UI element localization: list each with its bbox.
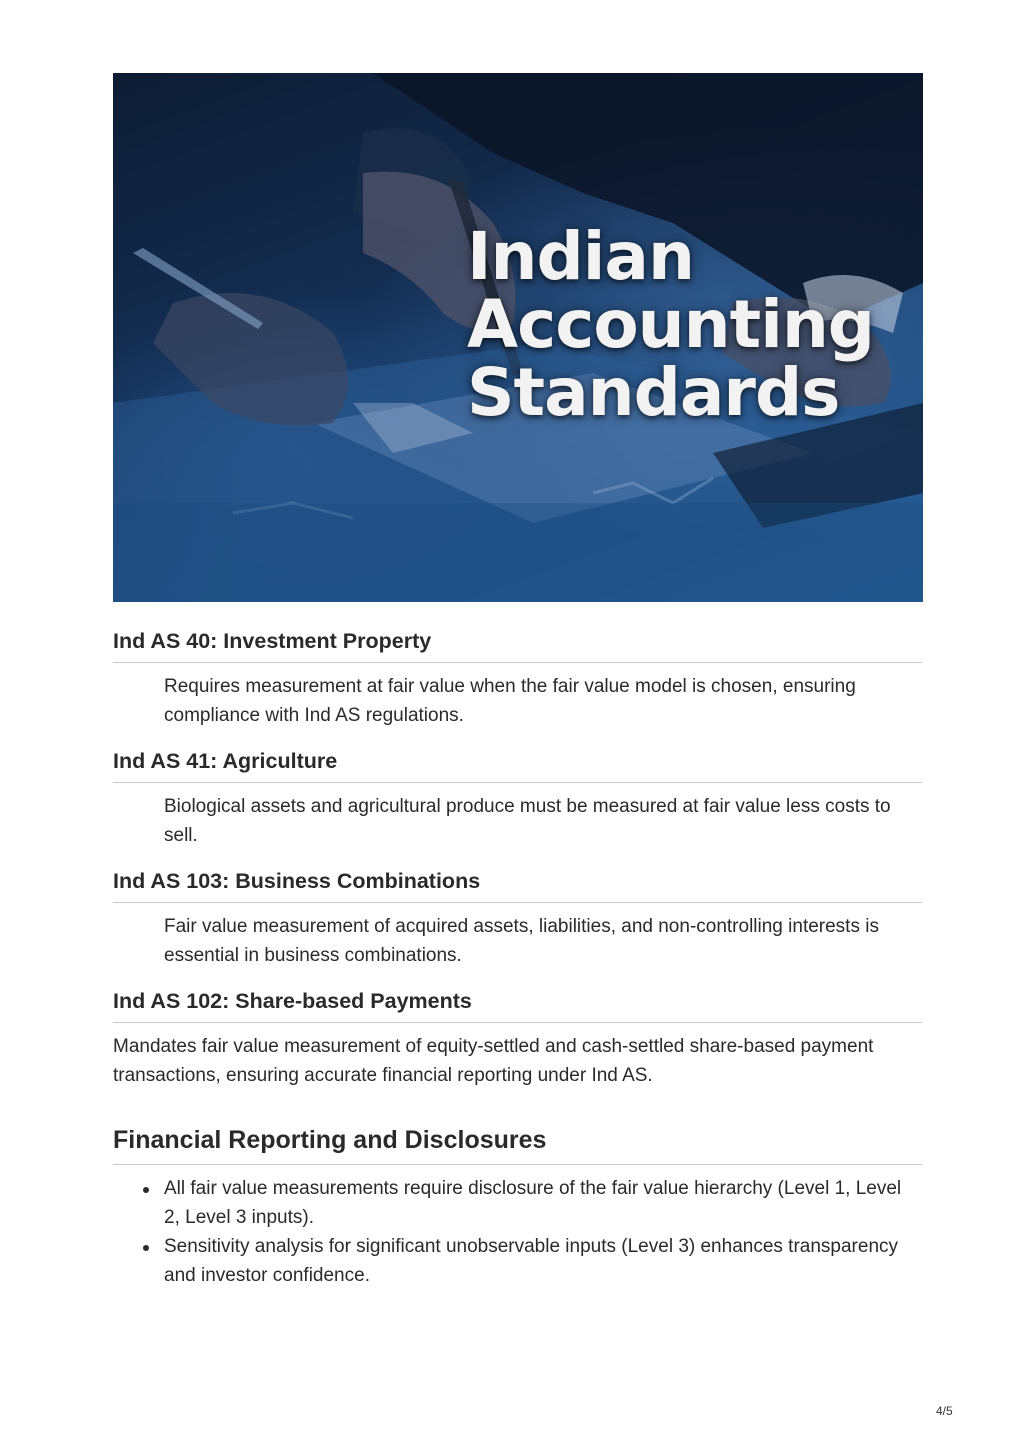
- section-heading: Ind AS 103: Business Combinations: [113, 866, 922, 903]
- section-heading: Ind AS 41: Agriculture: [113, 746, 922, 783]
- content-area: [113, 626, 922, 1291]
- section-body: Fair value measurement of acquired assets, liabilities, and non-controlling interests is essential in business combinations.: [164, 916, 879, 966]
- list-item: [164, 1175, 922, 1232]
- section-body: Requires measurement at fair value when the fair value model is chosen, ensuring compliance with Ind AS regulations.: [164, 676, 856, 726]
- reporting-bullet-list: [113, 1175, 922, 1290]
- section-ind-as-41: [113, 746, 922, 850]
- hero-title-line-1: Indian: [467, 218, 694, 295]
- list-item: [164, 1233, 922, 1290]
- reporting-heading: Financial Reporting and Disclosures: [113, 1124, 922, 1165]
- section-body: Biological assets and agricultural produce must be measured at fair value less costs to sell.: [164, 796, 891, 846]
- section-ind-as-40: [113, 626, 922, 730]
- list-item-text: Sensitivity analysis for significant unobservable inputs (Level 3) enhances transparency and investor confidence.: [164, 1236, 899, 1286]
- hero-title-line-3: Standards: [467, 354, 840, 431]
- section-ind-as-102: [113, 986, 922, 1090]
- hero-image: [113, 73, 923, 602]
- section-heading: Ind AS 40: Investment Property: [113, 626, 922, 663]
- bullet-icon: [143, 1187, 149, 1193]
- section-heading: Ind AS 102: Share-based Payments: [113, 986, 922, 1023]
- hero-title: [467, 218, 875, 431]
- section-ind-as-103: [113, 866, 922, 970]
- section-body: Mandates fair value measurement of equity-settled and cash-settled share-based payment transactions, ensuring accurate financial reporting under Ind AS.: [113, 1036, 874, 1086]
- list-item-text: All fair value measurements require disclosure of the fair value hierarchy (Level 1, Level 2, Level 3 inputs).: [164, 1178, 902, 1228]
- hero-title-line-2: Accounting: [467, 286, 875, 363]
- page-number: 4/5: [936, 1404, 953, 1418]
- bullet-icon: [143, 1245, 149, 1251]
